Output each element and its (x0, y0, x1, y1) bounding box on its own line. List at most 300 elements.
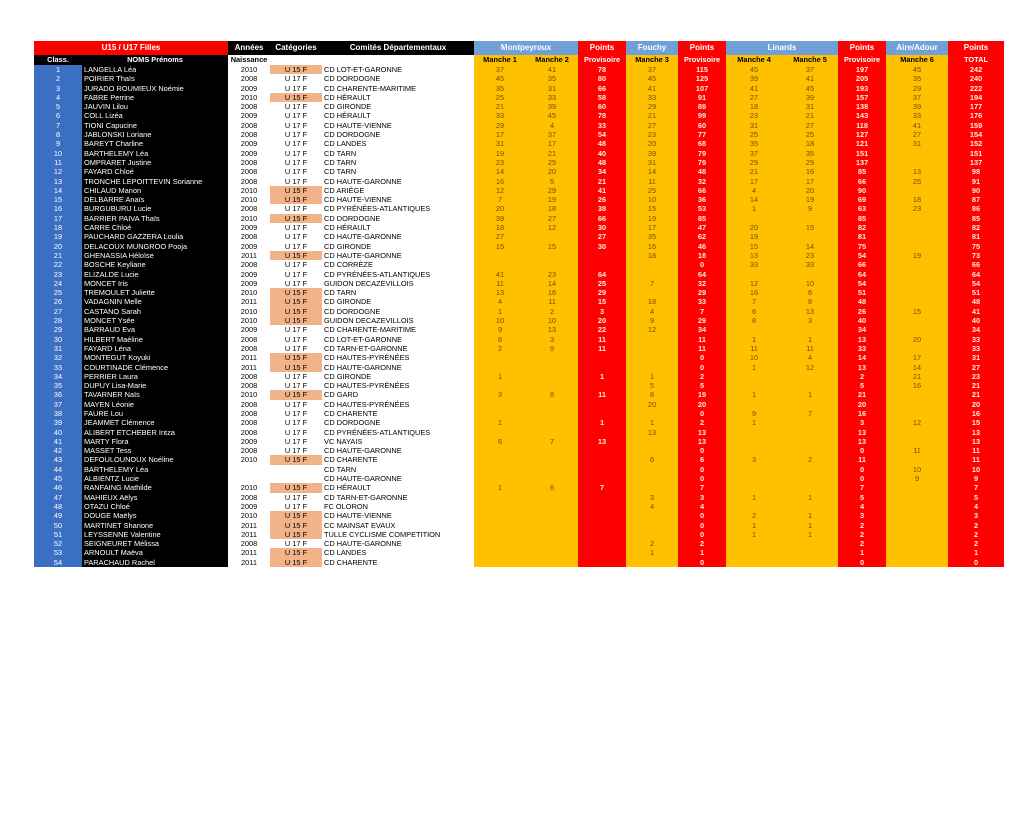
category-cell: U 15 F (270, 558, 322, 567)
manche-6-cell (886, 530, 948, 539)
total-cell: 98 (948, 167, 1004, 176)
provisoire-1-cell: 78 (578, 111, 626, 120)
total-cell: 15 (948, 418, 1004, 427)
category-cell: U 15 F (270, 483, 322, 492)
name-cell: FAYARD Léna (82, 344, 228, 353)
manche-4-cell: 1 (726, 390, 782, 399)
name-cell: MONTEGUT Koyuki (82, 353, 228, 362)
manche-2-cell: 21 (526, 149, 578, 158)
year-cell: 2008 (240, 343, 258, 353)
manche-1-cell: 31 (474, 139, 526, 148)
provisoire-3-cell: 66 (838, 260, 886, 269)
year-cell: 2011 (241, 548, 257, 558)
manche-2-cell: 31 (526, 84, 578, 93)
table-row (34, 251, 1004, 260)
name-cell: TIONI Capucine (82, 121, 228, 130)
category-cell: U 17 F (284, 139, 308, 149)
provisoire-1-cell: 78 (578, 65, 626, 74)
manche-2-cell (526, 251, 578, 260)
rank-cell: 35 (34, 381, 82, 390)
manche-4-cell (726, 381, 782, 390)
manche-6-cell (886, 149, 948, 158)
provisoire-1-cell (578, 511, 626, 520)
manche-5-cell: 23 (782, 251, 838, 260)
manche-6-cell: 20 (886, 335, 948, 344)
name-cell: PAUCHARD GAZZERA Loulia (82, 232, 228, 241)
manche-4-cell (726, 548, 782, 557)
manche-1-cell: 19 (474, 149, 526, 158)
name-cell: GHENASSIA Héloïse (82, 251, 228, 260)
manche-5-cell (782, 214, 838, 223)
club-cell: CD CORRÈZE (324, 260, 373, 270)
club-cell: CD DORDOGNE (324, 74, 381, 84)
table-row (34, 325, 1004, 334)
manche-6-cell: 35 (886, 74, 948, 83)
provisoire-2-cell: 3 (678, 493, 726, 502)
club-cell: CD PYRÉNÉES-ATLANTIQUES (324, 427, 431, 437)
club-cell: CD HAUTE-GARONNE (324, 232, 402, 242)
total-cell: 159 (948, 121, 1004, 130)
provisoire-3-cell: 205 (838, 74, 886, 83)
table-row (34, 93, 1004, 102)
provisoire-2-cell: 64 (678, 270, 726, 279)
table-row (34, 65, 1004, 74)
manche-4-cell: 7 (726, 297, 782, 306)
category-cell: U 17 F (284, 176, 308, 186)
manche-5-cell: 15 (782, 223, 838, 232)
year-cell: 2009 (240, 436, 258, 446)
year-cell (228, 465, 270, 474)
year-cell: 2009 (240, 148, 258, 158)
manche-2-cell (526, 381, 578, 390)
table-row (34, 437, 1004, 446)
total-cell: 222 (948, 84, 1004, 93)
name-cell: BARRAUD Eva (82, 325, 228, 334)
manche-6-cell (886, 288, 948, 297)
rank-cell: 38 (34, 409, 82, 418)
name-cell: CHILAUD Manon (82, 186, 228, 195)
year-cell: 2008 (240, 176, 258, 186)
provisoire-3-cell: 3 (838, 418, 886, 427)
manche-2-cell (526, 493, 578, 502)
name-cell: OMPRARET Justine (82, 158, 228, 167)
category-cell: U 17 F (284, 269, 308, 279)
manche-4-cell: 29 (726, 158, 782, 167)
manche-4-cell: 1 (726, 335, 782, 344)
manche-1-cell (474, 363, 526, 372)
name-cell: OTAZU Chloé (82, 502, 228, 511)
provisoire-1-cell (578, 474, 626, 483)
manche-2-cell (526, 521, 578, 530)
provisoire-2-cell: 89 (678, 102, 726, 111)
rank-cell: 53 (34, 548, 82, 557)
provisoire-1-cell: 54 (578, 130, 626, 139)
provisoire-2-cell: 13 (678, 437, 726, 446)
manche-1-cell (474, 465, 526, 474)
manche-2-cell: 19 (526, 195, 578, 204)
manche-2-cell: 8 (526, 390, 578, 399)
manche-1-cell: 4 (474, 297, 526, 306)
manche-6-cell: 13 (886, 167, 948, 176)
category-cell: U 17 F (284, 325, 308, 335)
table-row (34, 465, 1004, 474)
total-cell: 33 (948, 335, 1004, 344)
manche-1-cell: 2 (474, 344, 526, 353)
provisoire-3-cell: 81 (838, 232, 886, 241)
manche-2-cell (526, 465, 578, 474)
rank-cell: 19 (34, 232, 82, 241)
provisoire-2-cell: 36 (678, 195, 726, 204)
name-cell: JURADO ROUMIEUX Noémie (82, 84, 228, 93)
provisoire-3-cell: 121 (838, 139, 886, 148)
name-cell: HILBERT Maéline (82, 335, 228, 344)
manche-4-cell: 37 (726, 149, 782, 158)
manche-4-cell: 35 (726, 139, 782, 148)
provisoire-1-cell (578, 363, 626, 372)
name-cell: JEAMMET Clémence (82, 418, 228, 427)
table-row (34, 84, 1004, 93)
table-row (34, 353, 1004, 362)
club-cell: CD TARN-ET-GARONNE (324, 492, 408, 502)
manche-6-cell: 9 (886, 474, 948, 483)
category-cell: U 15 F (270, 93, 322, 102)
provisoire-1-cell (578, 353, 626, 362)
event-fouchy: Fouchy (626, 41, 678, 55)
manche-4-cell: 1 (726, 530, 782, 539)
manche-2-cell (526, 353, 578, 362)
provisoire-2-cell: 47 (678, 223, 726, 232)
table-row (34, 130, 1004, 139)
manche-6-cell (886, 493, 948, 502)
total-cell: 90 (948, 186, 1004, 195)
name-cell: PARACHAUD Rachel (82, 558, 228, 567)
manche-6-cell: 16 (886, 381, 948, 390)
provisoire-1-cell: 13 (578, 437, 626, 446)
category-cell: U 17 F (284, 204, 308, 214)
provisoire-3-cell: 0 (838, 446, 886, 455)
manche-2-cell (526, 400, 578, 409)
provisoire-1-cell: 11 (578, 390, 626, 399)
table-row (34, 74, 1004, 83)
year-cell: 2011 (241, 520, 257, 530)
provisoire-2-cell: 2 (678, 418, 726, 427)
provisoire-1-cell: 66 (578, 214, 626, 223)
provisoire-3-cell: 21 (838, 390, 886, 399)
manche-3-cell (626, 483, 678, 492)
manche-2-cell (526, 455, 578, 464)
manche-1-cell: 20 (474, 204, 526, 213)
year-cell: 2011 (241, 557, 257, 567)
manche-4-cell (726, 372, 782, 381)
manche-6-cell (886, 325, 948, 334)
category-cell: U 17 F (284, 501, 308, 511)
manche-2-cell (526, 474, 578, 483)
total-cell: 154 (948, 130, 1004, 139)
rank-cell: 52 (34, 539, 82, 548)
event-montpeyroux: Montpeyroux (474, 41, 578, 55)
year-cell: 2010 (240, 390, 258, 400)
rank-cell: 33 (34, 363, 82, 372)
total-cell: 20 (948, 400, 1004, 409)
category-cell: U 15 F (270, 316, 322, 325)
category-cell: U 15 F (270, 65, 322, 74)
manche-5-cell: 1 (782, 335, 838, 344)
manche-6-cell (886, 511, 948, 520)
manche-1-cell: 13 (474, 288, 526, 297)
header-manche-2: Manche 2 (526, 55, 578, 65)
year-cell: 2010 (240, 195, 258, 205)
total-cell: 2 (948, 521, 1004, 530)
manche-3-cell: 18 (626, 251, 678, 260)
manche-2-cell: 16 (526, 288, 578, 297)
header-manche-6: Manche 6 (886, 55, 948, 65)
manche-1-cell (474, 353, 526, 362)
manche-2-cell: 12 (526, 223, 578, 232)
provisoire-1-cell: 30 (578, 242, 626, 251)
category-cell: U 17 F (284, 157, 308, 167)
manche-3-cell: 16 (626, 242, 678, 251)
manche-3-cell (626, 530, 678, 539)
manche-4-cell: 3 (726, 455, 782, 464)
rank-cell: 22 (34, 260, 82, 269)
name-cell: ELIZALDE Lucie (82, 270, 228, 279)
manche-6-cell (886, 297, 948, 306)
manche-4-cell: 45 (726, 65, 782, 74)
manche-2-cell (526, 372, 578, 381)
name-cell: VADAGNIN Melle (82, 297, 228, 306)
table-row (34, 167, 1004, 176)
table-row (34, 111, 1004, 120)
event-linards: Linards (726, 41, 838, 55)
manche-5-cell: 13 (782, 307, 838, 316)
rank-cell: 11 (34, 158, 82, 167)
manche-6-cell: 39 (886, 102, 948, 111)
provisoire-2-cell: 107 (678, 84, 726, 93)
manche-1-cell: 21 (474, 102, 526, 111)
provisoire-3-cell: 75 (838, 242, 886, 251)
manche-5-cell (782, 325, 838, 334)
manche-5-cell: 7 (782, 409, 838, 418)
name-cell: ALIBERT ETCHEBER Intza (82, 428, 228, 437)
manche-1-cell (474, 539, 526, 548)
manche-2-cell (526, 409, 578, 418)
club-cell: CD HAUTE-GARONNE (324, 446, 402, 456)
manche-3-cell: 6 (626, 455, 678, 464)
manche-1-cell: 6 (474, 437, 526, 446)
club-cell: CD HAUTE-GARONNE (324, 539, 402, 549)
manche-2-cell: 6 (526, 483, 578, 492)
manche-2-cell: 20 (526, 167, 578, 176)
table-row (34, 446, 1004, 455)
manche-3-cell: 9 (626, 316, 678, 325)
manche-4-cell: 2 (726, 511, 782, 520)
club-cell: CD DORDOGNE (324, 418, 381, 428)
club-cell: TULLE CYCLISME COMPETITION (324, 529, 441, 539)
manche-3-cell (626, 474, 678, 483)
table-row (34, 204, 1004, 213)
manche-1-cell: 3 (474, 390, 526, 399)
category-cell: U 17 F (284, 223, 308, 233)
manche-1-cell (474, 530, 526, 539)
provisoire-2-cell: 7 (678, 483, 726, 492)
provisoire-3-cell: 151 (838, 149, 886, 158)
provisoire-2-cell: 77 (678, 130, 726, 139)
rank-cell: 24 (34, 279, 82, 288)
table-row (34, 307, 1004, 316)
manche-3-cell (626, 558, 678, 567)
manche-5-cell (782, 418, 838, 427)
rank-cell: 27 (34, 307, 82, 316)
category-cell: U 17 F (284, 399, 308, 409)
year-cell: 2008 (240, 408, 258, 418)
manche-2-cell (526, 502, 578, 511)
name-cell: MAHIEUX Aëlys (82, 493, 228, 502)
total-cell: 0 (948, 558, 1004, 567)
table-row (34, 177, 1004, 186)
manche-1-cell (474, 511, 526, 520)
name-cell: DEFOULOUNOUX Noéline (82, 455, 228, 464)
provisoire-2-cell: 2 (678, 539, 726, 548)
provisoire-2-cell: 125 (678, 74, 726, 83)
manche-6-cell: 45 (886, 65, 948, 74)
manche-2-cell (526, 363, 578, 372)
manche-2-cell (526, 548, 578, 557)
manche-5-cell: 39 (782, 93, 838, 102)
name-cell: BARTHELEMY Léa (82, 465, 228, 474)
table-row (34, 381, 1004, 390)
club-cell: GUIDON DECAZEVILLOIS (324, 316, 414, 326)
manche-6-cell (886, 521, 948, 530)
header-names: NOMS Prénoms (82, 55, 228, 65)
manche-2-cell (526, 539, 578, 548)
provisoire-2-cell: 91 (678, 93, 726, 102)
provisoire-2-cell: 7 (678, 307, 726, 316)
rank-cell: 1 (34, 65, 82, 74)
manche-3-cell: 19 (626, 214, 678, 223)
manche-3-cell: 35 (626, 232, 678, 241)
manche-1-cell (474, 558, 526, 567)
header-empty-club (322, 55, 474, 65)
manche-6-cell: 37 (886, 93, 948, 102)
rank-cell: 30 (34, 335, 82, 344)
provisoire-1-cell: 1 (578, 418, 626, 427)
rank-cell: 15 (34, 195, 82, 204)
year-cell: 2010 (240, 65, 258, 74)
provisoire-2-cell: 32 (678, 177, 726, 186)
header-manche-1: Manche 1 (474, 55, 526, 65)
category-cell: U 17 F (284, 111, 308, 121)
rank-cell: 25 (34, 288, 82, 297)
rank-cell: 47 (34, 493, 82, 502)
club-cell: CD HÉRAULT (324, 111, 371, 121)
table-row (34, 214, 1004, 223)
manche-3-cell: 14 (626, 167, 678, 176)
category-cell: U 15 F (270, 297, 322, 306)
header-manche-3: Manche 3 (626, 55, 678, 65)
year-cell: 2011 (241, 297, 257, 307)
year-cell: 2009 (240, 223, 258, 233)
header-provisoire-1: Provisoire (578, 55, 626, 65)
provisoire-2-cell: 0 (678, 409, 726, 418)
category-cell: U 17 F (284, 102, 308, 112)
manche-6-cell (886, 344, 948, 353)
manche-3-cell: 7 (626, 279, 678, 288)
provisoire-3-cell: 16 (838, 409, 886, 418)
name-cell: BURGUBURU Lucie (82, 204, 228, 213)
manche-4-cell: 1 (726, 493, 782, 502)
provisoire-3-cell: 82 (838, 223, 886, 232)
category-cell: U 17 F (284, 539, 308, 549)
header-naissance: Naissance (228, 55, 270, 65)
manche-5-cell: 37 (782, 65, 838, 74)
provisoire-1-cell: 58 (578, 93, 626, 102)
rank-cell: 40 (34, 428, 82, 437)
provisoire-3-cell: 13 (838, 428, 886, 437)
year-cell: 2008 (240, 260, 258, 270)
manche-2-cell: 2 (526, 307, 578, 316)
table-row (34, 270, 1004, 279)
year-cell: 2010 (240, 92, 258, 102)
category-cell: U 17 F (284, 260, 308, 270)
name-cell: COURTINADE Clémence (82, 363, 228, 372)
category-cell: U 17 F (284, 130, 308, 140)
year-cell: 2010 (240, 185, 258, 195)
year-cell: 2008 (240, 418, 258, 428)
club-cell: CD GIRONDE (324, 102, 372, 112)
provisoire-1-cell: 48 (578, 139, 626, 148)
category-cell: U 15 F (270, 511, 322, 520)
manche-6-cell (886, 270, 948, 279)
provisoire-1-cell: 25 (578, 279, 626, 288)
name-cell: LANGELLA Léa (82, 65, 228, 74)
name-cell: ARNOULT Maëva (82, 548, 228, 557)
total-cell: 81 (948, 232, 1004, 241)
provisoire-3-cell: 34 (838, 325, 886, 334)
manche-2-cell: 5 (526, 177, 578, 186)
total-cell: 151 (948, 149, 1004, 158)
manche-5-cell (782, 232, 838, 241)
club-cell: CD TARN (324, 464, 357, 474)
total-cell: 11 (948, 455, 1004, 464)
category-cell: U 17 F (284, 334, 308, 344)
year-cell: 2009 (240, 83, 258, 93)
club-cell: CD CHARENTE (324, 557, 378, 567)
rank-cell: 54 (34, 558, 82, 567)
year-cell: 2008 (240, 130, 258, 140)
rank-cell: 12 (34, 167, 82, 176)
provisoire-2-cell: 99 (678, 111, 726, 120)
category-cell: U 17 F (284, 436, 308, 446)
manche-4-cell: 18 (726, 102, 782, 111)
club-cell: CD GARD (324, 390, 359, 400)
manche-4-cell: 1 (726, 521, 782, 530)
manche-6-cell: 17 (886, 353, 948, 362)
manche-5-cell (782, 558, 838, 567)
total-cell: 87 (948, 195, 1004, 204)
year-cell: 2009 (240, 278, 258, 288)
manche-3-cell: 23 (626, 130, 678, 139)
manche-6-cell: 11 (886, 446, 948, 455)
manche-5-cell: 1 (782, 511, 838, 520)
name-cell: BARRIER PAIVA Thaïs (82, 214, 228, 223)
provisoire-3-cell: 0 (838, 474, 886, 483)
manche-2-cell: 45 (526, 111, 578, 120)
header-provisoire-2: Provisoire (678, 55, 726, 65)
year-cell: 2008 (240, 120, 258, 130)
provisoire-3-cell: 20 (838, 400, 886, 409)
name-cell: FAURE Lou (82, 409, 228, 418)
total-cell: 21 (948, 381, 1004, 390)
